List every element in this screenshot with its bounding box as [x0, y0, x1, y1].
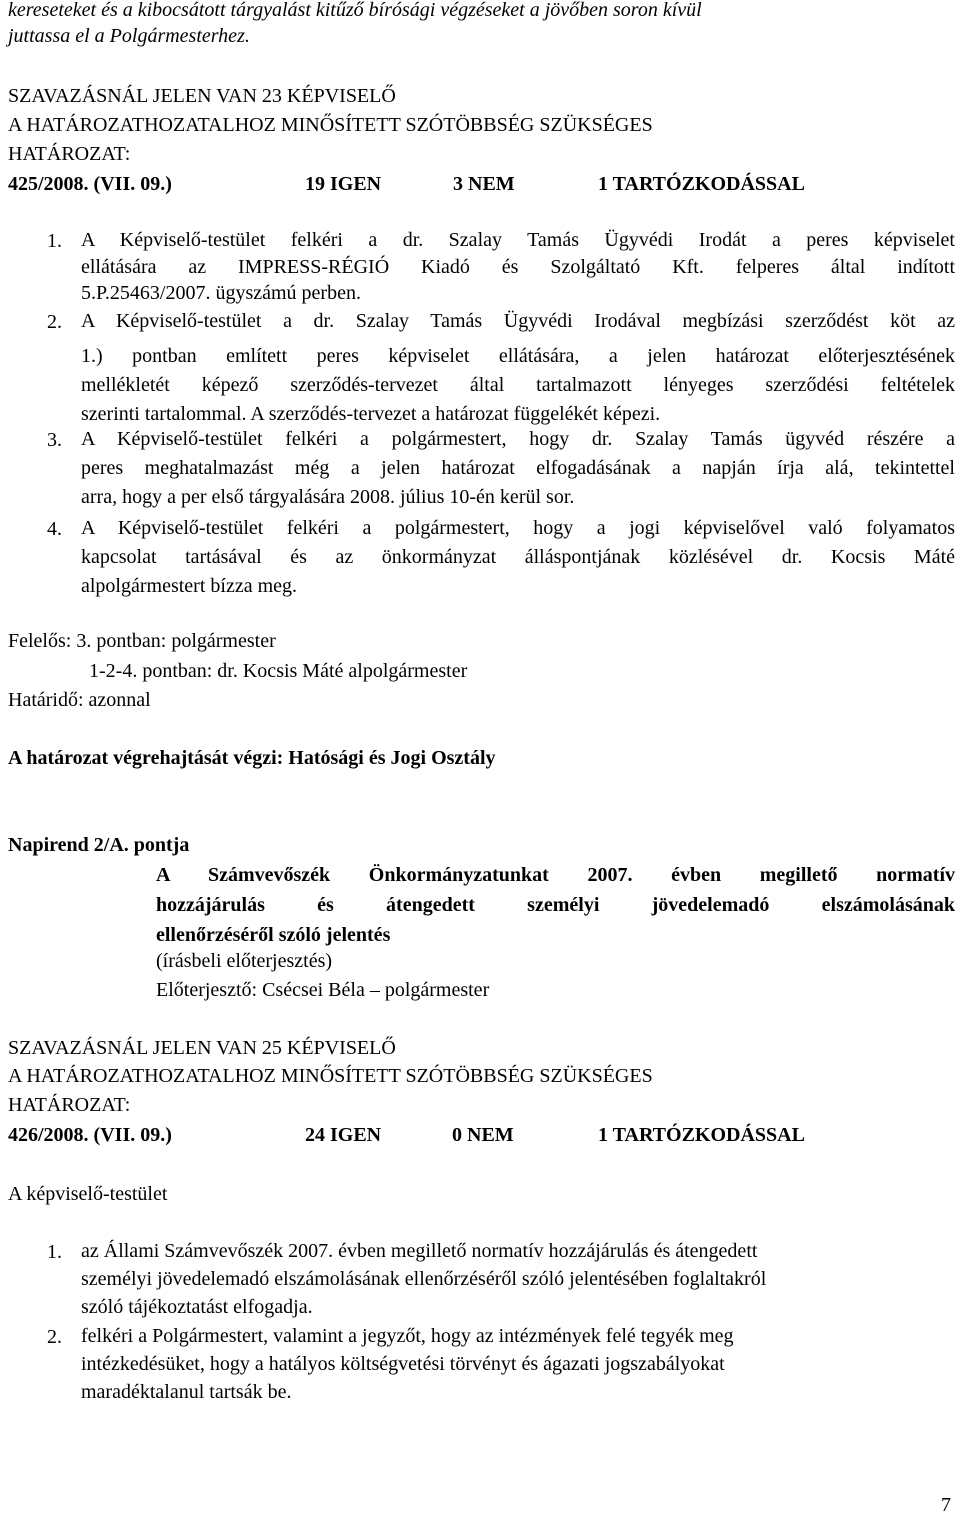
point-line: mellékletét képező szerződés-tervezet által tartalmazott lényeges szerződési feltételek: [81, 374, 955, 396]
point-line: peres meghatalmazást még a jelen határozat elfogadásának a napján írja alá, tekintettel: [81, 457, 955, 479]
point-line: szerinti tartalommal. A szerződés-tervezet a határozat függelékét képezi.: [81, 403, 661, 425]
resolution-point: [81, 426, 955, 513]
resolution-point: [81, 308, 955, 335]
resolution-point: [81, 515, 955, 602]
agenda-title-line: hozzájárulás és átengedett személyi jövedelemadó elszámolásának: [156, 894, 955, 916]
agenda-label: Napirend 2/A. pontja: [8, 834, 190, 856]
point-line: maradéktalanul tartsák be.: [81, 1381, 292, 1403]
point-number: 1.: [47, 230, 62, 252]
vote-majority: A HATÁROZATHOZATALHOZ MINŐSÍTETT SZÓTÖBBSÉG SZÜKSÉGES: [8, 114, 653, 136]
vote-present: SZAVAZÁSNÁL JELEN VAN 23 KÉPVISELŐ: [8, 85, 396, 107]
point-number: 4.: [47, 518, 62, 540]
agenda-presenter: Előterjesztő: Csécsei Béla – polgármester: [156, 979, 490, 1001]
intro-text-line: kereseteket és a kibocsátott tárgyalást kitűző bírósági végzéseket a jövőben soron kívül: [8, 0, 702, 21]
point-line: 1.) pontban említett peres képviselet ellátására, a jelen határozat előterjesztésének: [81, 345, 955, 367]
point-line: alpolgármestert bízza meg.: [81, 575, 298, 597]
vote-abstain: 1 TARTÓZKODÁSSAL: [598, 1124, 805, 1146]
page-number: 7: [941, 1494, 951, 1516]
resolution-number: 425/2008. (VII. 09.): [8, 173, 172, 195]
vote-yes: 19 IGEN: [305, 173, 382, 195]
point-line: intézkedésüket, hogy a hatályos költségvetési törvényt és ágazati jogszabályokat: [81, 1353, 725, 1375]
executor: A határozat végrehajtását végzi: Hatósági és Jogi Osztály: [8, 747, 496, 769]
responsible-line: 1-2-4. pontban: dr. Kocsis Máté alpolgármester: [89, 660, 468, 682]
point-line: az Állami Számvevőszék 2007. évben megillető normatív hozzájárulás és átengedett: [81, 1240, 758, 1262]
resolution-point: [81, 227, 955, 307]
resolution-point: [81, 1238, 941, 1322]
resolution-number: 426/2008. (VII. 09.): [8, 1124, 172, 1146]
point-number: 2.: [47, 1326, 62, 1348]
resolution-label: HATÁROZAT:: [8, 1094, 131, 1116]
responsible-line: Felelős: 3. pontban: polgármester: [8, 630, 276, 652]
resolution-point-continued: [81, 343, 955, 430]
agenda-title-line: ellenőrzéséről szóló jelentés: [156, 924, 391, 946]
vote-present: SZAVAZÁSNÁL JELEN VAN 25 KÉPVISELŐ: [8, 1037, 396, 1059]
point-number: 1.: [47, 1241, 62, 1263]
point-number: 3.: [47, 429, 62, 451]
point-line: személyi jövedelemadó elszámolásának ellenőrzéséről szóló jelentésében foglaltakról: [81, 1268, 767, 1290]
vote-abstain: 1 TARTÓZKODÁSSAL: [598, 173, 805, 195]
point-line: szóló tájékoztatást elfogadja.: [81, 1296, 313, 1318]
vote-majority: A HATÁROZATHOZATALHOZ MINŐSÍTETT SZÓTÖBBSÉG SZÜKSÉGES: [8, 1065, 653, 1087]
point-line: kapcsolat tartásával és az önkormányzat álláspontjának közlésével dr. Kocsis Máté: [81, 546, 955, 568]
point-line: A Képviselő-testület felkéri a polgármestert, hogy a jogi képviselővel való folyamatos: [81, 517, 955, 539]
point-line: ellátására az IMPRESS-RÉGIÓ Kiadó és Szolgáltató Kft. felperes által indított: [81, 255, 955, 278]
point-line: A Képviselő-testület felkéri a polgármestert, hogy dr. Szalay Tamás ügyvéd részére a: [81, 428, 955, 450]
agenda-written: (írásbeli előterjesztés): [156, 950, 333, 972]
point-line: A Képviselő-testület felkéri a dr. Szalay Tamás Ügyvédi Irodát a peres képviselet: [81, 229, 955, 251]
intro-text-line: juttassa el a Polgármesterhez.: [8, 25, 250, 47]
vote-yes: 24 IGEN: [305, 1124, 382, 1146]
deadline: Határidő: azonnal: [8, 689, 151, 711]
resolution-label: HATÁROZAT:: [8, 143, 131, 165]
point-line: arra, hogy a per első tárgyalására 2008. július 10-én kerül sor.: [81, 486, 575, 508]
resolution-intro: A képviselő-testület: [8, 1183, 168, 1205]
point-line: 5.P.25463/2007. ügyszámú perben.: [81, 282, 361, 304]
point-line: A Képviselő-testület a dr. Szalay Tamás Ügyvédi Irodával megbízási szerződést köt az: [81, 310, 955, 332]
resolution-point: [81, 1323, 941, 1407]
agenda-title-line: A Számvevőszék Önkormányzatunkat 2007. évben megillető normatív: [156, 864, 955, 886]
point-line: felkéri a Polgármestert, valamint a jegyzőt, hogy az intézmények felé tegyék meg: [81, 1325, 734, 1347]
point-number: 2.: [47, 311, 62, 333]
vote-no: 3 NEM: [453, 173, 515, 195]
agenda-title: [156, 860, 955, 950]
vote-no: 0 NEM: [452, 1124, 514, 1146]
